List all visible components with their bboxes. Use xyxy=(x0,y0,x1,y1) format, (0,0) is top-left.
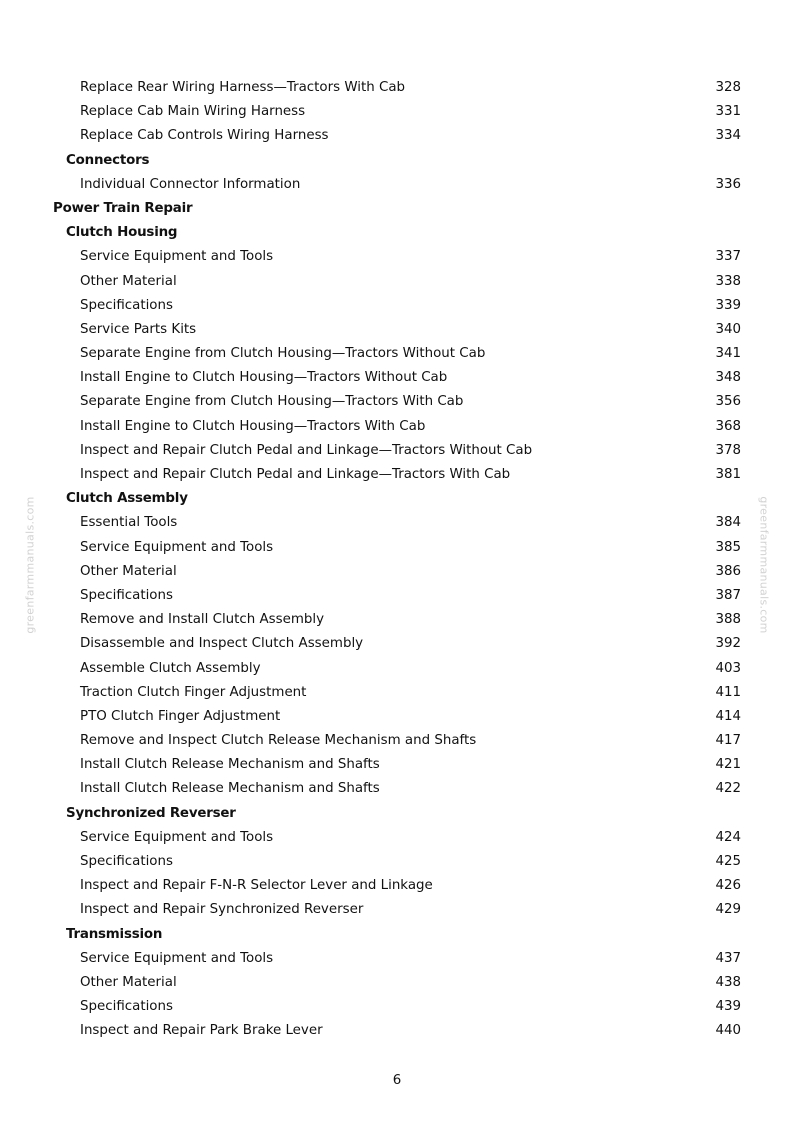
toc-entry[interactable] xyxy=(0,995,794,1019)
toc-entry-title: Assemble Clutch Assembly xyxy=(80,660,261,676)
toc-entry-title: Inspect and Repair Clutch Pedal and Linkage—Tractors With Cab xyxy=(80,467,511,482)
toc-entry-page-number: 338 xyxy=(715,273,741,289)
toc-entry-page-number: 437 xyxy=(715,950,741,966)
toc-entry-page-number: 348 xyxy=(715,370,741,386)
toc-entry-title: Service Equipment and Tools xyxy=(80,249,274,265)
watermark-left: greenfarmmanuals.com xyxy=(23,496,37,634)
toc-entry[interactable] xyxy=(0,1019,794,1043)
toc-entry-title: Clutch Assembly xyxy=(66,491,188,507)
toc-entry-title: Transmission xyxy=(66,926,163,942)
toc-entry-page-number: 368 xyxy=(715,418,741,434)
toc-entry-page-number: 331 xyxy=(715,104,741,120)
toc-entry-title: Service Equipment and Tools xyxy=(80,539,274,555)
toc-entry-title: Remove and Inspect Clutch Release Mechanism and Shafts xyxy=(80,733,477,749)
toc-subsection-heading[interactable] xyxy=(0,221,794,245)
toc-entry-title: Install Clutch Release Mechanism and Shafts xyxy=(80,757,380,773)
toc-entry[interactable] xyxy=(0,76,794,100)
toc-subsection-heading[interactable] xyxy=(0,149,794,173)
toc-entry-page-number: 439 xyxy=(715,999,741,1015)
toc-entry-title: Install Clutch Release Mechanism and Shafts xyxy=(80,781,380,797)
toc-entry-title: Inspect and Repair Park Brake Lever xyxy=(80,1023,323,1039)
toc-entry[interactable] xyxy=(0,705,794,729)
toc-entry[interactable] xyxy=(0,342,794,366)
toc-entry[interactable] xyxy=(0,536,794,560)
toc-entry[interactable] xyxy=(0,390,794,414)
toc-entry[interactable] xyxy=(0,777,794,801)
toc-entry-title: Synchronized Reverser xyxy=(66,805,236,821)
toc-entry[interactable] xyxy=(0,681,794,705)
toc-entry[interactable] xyxy=(0,608,794,632)
toc-entry-page-number: 424 xyxy=(715,829,741,845)
table-of-contents xyxy=(0,76,794,1044)
toc-entry-title: Replace Cab Main Wiring Harness xyxy=(80,104,306,120)
toc-entry-page-number: 356 xyxy=(715,394,741,410)
toc-entry-page-number: 384 xyxy=(715,515,741,531)
toc-entry-page-number: 340 xyxy=(715,321,741,337)
toc-entry[interactable] xyxy=(0,270,794,294)
toc-entry-title: Specifications xyxy=(80,587,173,603)
toc-entry-title: Specifications xyxy=(80,999,173,1015)
toc-entry-title: Replace Rear Wiring Harness—Tractors With Cab xyxy=(80,80,406,95)
toc-subsection-heading[interactable] xyxy=(0,923,794,947)
toc-entry-title: Other Material xyxy=(80,563,177,579)
toc-entry-page-number: 339 xyxy=(715,297,741,313)
toc-entry-page-number: 328 xyxy=(715,80,741,95)
toc-entry-title: Individual Connector Information xyxy=(80,176,301,192)
toc-entry-title: Separate Engine from Clutch Housing—Tractors With Cab xyxy=(80,394,464,410)
toc-entry-title: Specifications xyxy=(80,297,173,313)
toc-entry[interactable] xyxy=(0,463,794,487)
toc-entry-page-number: 421 xyxy=(715,757,741,773)
toc-entry[interactable] xyxy=(0,632,794,656)
toc-entry-title: Remove and Install Clutch Assembly xyxy=(80,612,325,628)
toc-entry-page-number: 426 xyxy=(715,878,741,894)
toc-entry-title: Separate Engine from Clutch Housing—Tractors Without Cab xyxy=(80,346,486,362)
toc-entry-page-number: 381 xyxy=(715,467,741,482)
toc-entry-title: Connectors xyxy=(66,152,150,168)
toc-section-heading[interactable] xyxy=(0,197,794,221)
toc-entry-title: Inspect and Repair Clutch Pedal and Linkage—Tractors Without Cab xyxy=(80,442,533,458)
toc-entry-page-number: 438 xyxy=(715,974,741,990)
toc-entry[interactable] xyxy=(0,173,794,197)
toc-entry-title: Essential Tools xyxy=(80,515,178,531)
toc-entry[interactable] xyxy=(0,850,794,874)
toc-entry-page-number: 336 xyxy=(715,176,741,192)
toc-entry-page-number: 411 xyxy=(715,684,741,700)
toc-entry-page-number: 403 xyxy=(715,660,741,676)
toc-entry[interactable] xyxy=(0,584,794,608)
toc-entry-title: Disassemble and Inspect Clutch Assembly xyxy=(80,636,364,652)
toc-entry-title: Other Material xyxy=(80,974,177,990)
toc-entry-page-number: 387 xyxy=(715,587,741,603)
toc-entry[interactable] xyxy=(0,560,794,584)
toc-entry[interactable] xyxy=(0,971,794,995)
toc-entry-page-number: 392 xyxy=(715,636,741,652)
toc-entry[interactable] xyxy=(0,245,794,269)
toc-entry-page-number: 334 xyxy=(715,128,741,144)
toc-entry[interactable] xyxy=(0,366,794,390)
toc-entry-title: Install Engine to Clutch Housing—Tractors Without Cab xyxy=(80,370,448,386)
toc-entry-title: PTO Clutch Finger Adjustment xyxy=(80,708,281,724)
toc-entry[interactable] xyxy=(0,511,794,535)
toc-entry[interactable] xyxy=(0,100,794,124)
toc-entry-page-number: 388 xyxy=(715,612,741,628)
toc-entry-page-number: 429 xyxy=(715,902,741,918)
toc-entry[interactable] xyxy=(0,898,794,922)
toc-subsection-heading[interactable] xyxy=(0,487,794,511)
toc-entry-title: Traction Clutch Finger Adjustment xyxy=(80,684,307,700)
toc-entry-page-number: 414 xyxy=(715,708,741,724)
toc-entry-page-number: 385 xyxy=(715,539,741,555)
toc-entry-title: Service Equipment and Tools xyxy=(80,829,274,845)
toc-entry-page-number: 425 xyxy=(715,854,741,869)
toc-entry[interactable] xyxy=(0,657,794,681)
page-number: 6 xyxy=(392,1073,402,1088)
toc-entry[interactable] xyxy=(0,753,794,777)
toc-entry-title: Service Parts Kits xyxy=(80,321,197,337)
toc-entry[interactable] xyxy=(0,729,794,753)
watermark-right: greenfarmmanuals.com xyxy=(757,496,771,634)
toc-entry-title: Install Engine to Clutch Housing—Tractors With Cab xyxy=(80,418,426,434)
toc-entry-title: Replace Cab Controls Wiring Harness xyxy=(80,128,329,144)
toc-entry[interactable] xyxy=(0,439,794,463)
toc-entry-title: Clutch Housing xyxy=(66,225,178,241)
toc-entry-title: Power Train Repair xyxy=(53,200,193,216)
toc-entry-title: Inspect and Repair Synchronized Reverser xyxy=(80,902,364,918)
toc-entry-page-number: 422 xyxy=(715,781,741,797)
toc-entry-page-number: 440 xyxy=(715,1023,741,1039)
toc-entry[interactable] xyxy=(0,947,794,971)
toc-entry-page-number: 378 xyxy=(715,442,741,458)
toc-entry[interactable] xyxy=(0,294,794,318)
toc-entry[interactable] xyxy=(0,415,794,439)
toc-entry[interactable] xyxy=(0,874,794,898)
toc-entry-title: Specifications xyxy=(80,854,173,869)
toc-entry-title: Other Material xyxy=(80,273,177,289)
toc-subsection-heading[interactable] xyxy=(0,802,794,826)
toc-entry-page-number: 386 xyxy=(715,563,741,579)
toc-entry[interactable] xyxy=(0,124,794,148)
toc-entry[interactable] xyxy=(0,318,794,342)
toc-entry-page-number: 341 xyxy=(715,346,741,362)
toc-entry-page-number: 337 xyxy=(715,249,741,265)
toc-entry-title: Inspect and Repair F-N-R Selector Lever and Linkage xyxy=(80,878,433,894)
toc-entry-title: Service Equipment and Tools xyxy=(80,950,274,966)
toc-entry-page-number: 417 xyxy=(715,733,741,749)
toc-entry[interactable] xyxy=(0,826,794,850)
